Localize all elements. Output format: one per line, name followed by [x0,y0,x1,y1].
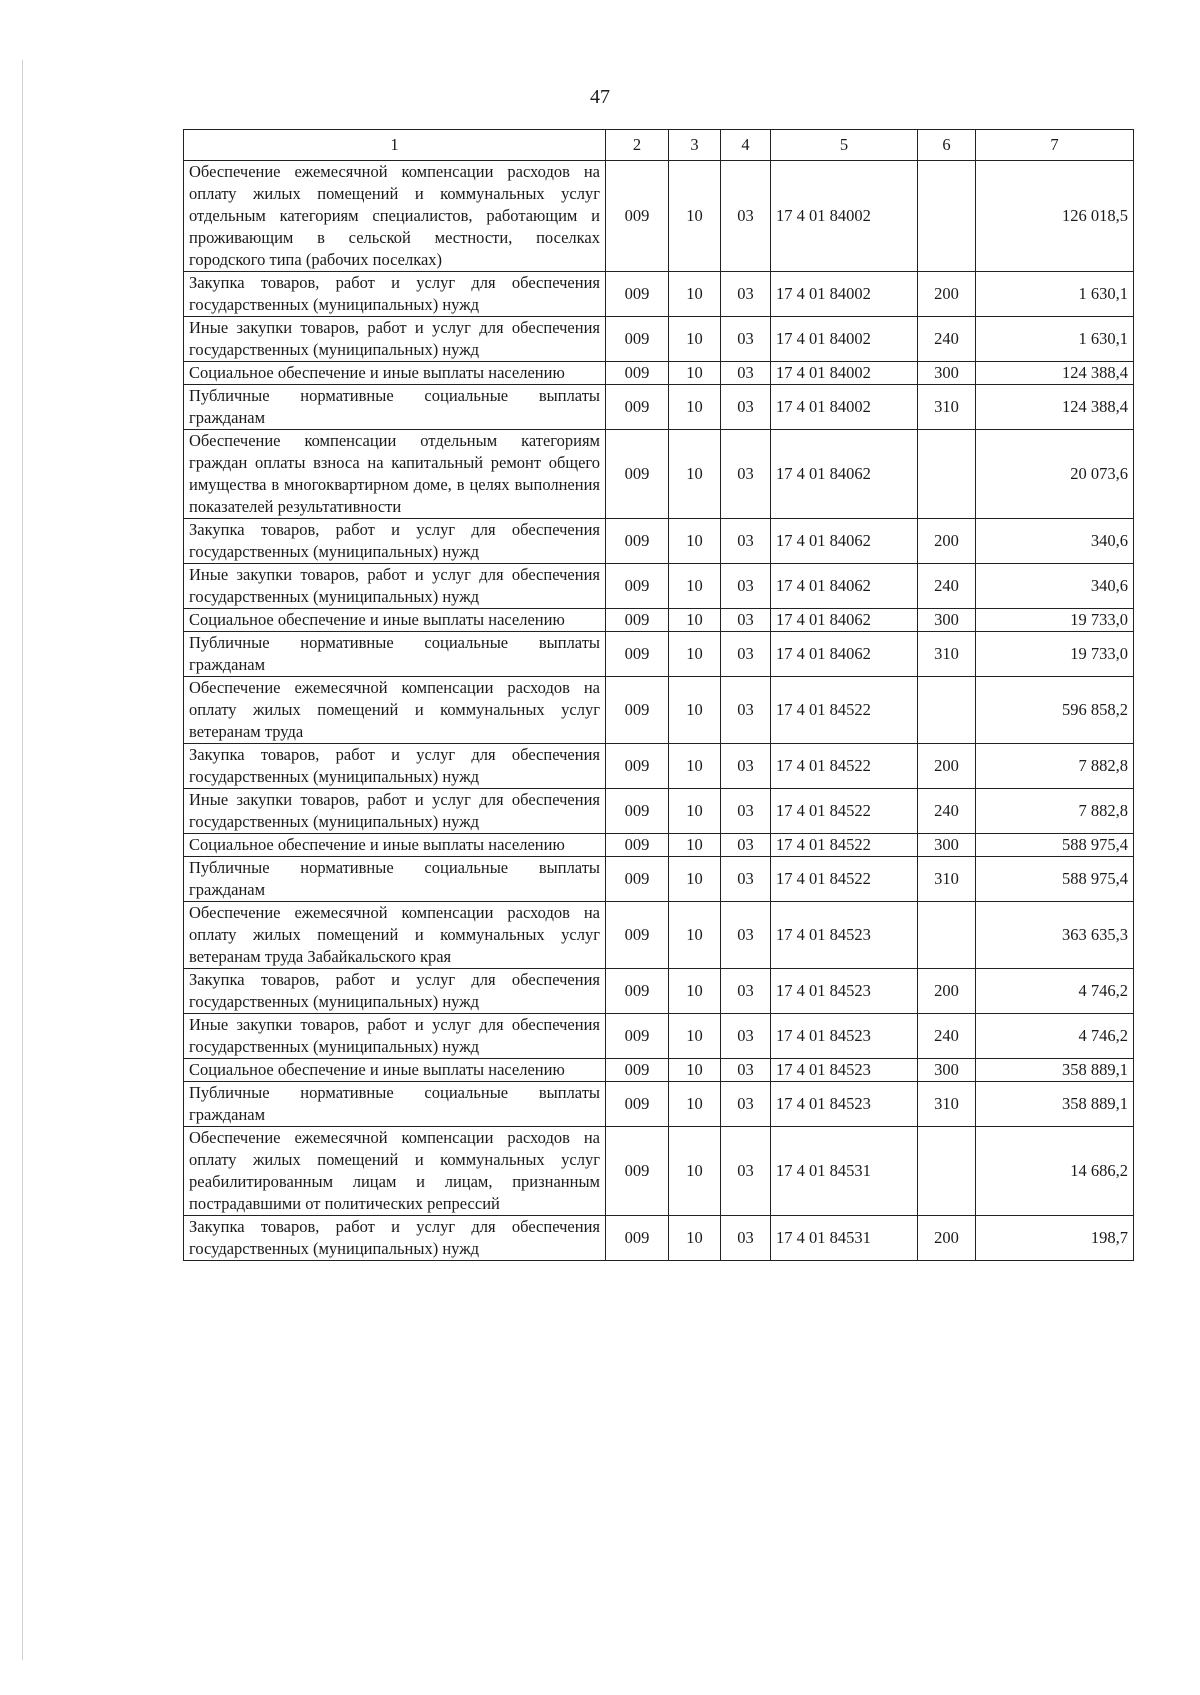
table-row [184,1014,1134,1059]
header-col-7: 7 [976,130,1134,161]
table-row [184,744,1134,789]
row-col-5: 17 4 01 84002 [771,362,918,385]
row-col-2: 009 [606,1014,669,1059]
row-col-2: 009 [606,902,669,969]
row-col-4: 03 [721,1127,771,1216]
table-row [184,609,1134,632]
row-col-7: 358 889,1 [976,1059,1134,1082]
row-col-3: 10 [669,677,721,744]
row-col-4: 03 [721,161,771,272]
row-description: Публичные нормативные социальные выплаты гражданам [184,1082,606,1127]
header-col-6: 6 [918,130,976,161]
row-col-2: 009 [606,317,669,362]
table-row [184,834,1134,857]
row-col-6: 200 [918,1216,976,1261]
row-col-3: 10 [669,519,721,564]
row-description: Иные закупки товаров, работ и услуг для обеспечения государственных (муниципальных) нужд [184,789,606,834]
header-col-2: 2 [606,130,669,161]
row-col-5: 17 4 01 84002 [771,272,918,317]
row-col-4: 03 [721,902,771,969]
table-row [184,1059,1134,1082]
row-col-5: 17 4 01 84523 [771,902,918,969]
row-col-3: 10 [669,564,721,609]
row-col-5: 17 4 01 84062 [771,632,918,677]
row-col-4: 03 [721,857,771,902]
table-row [184,519,1134,564]
row-col-5: 17 4 01 84002 [771,385,918,430]
row-description: Закупка товаров, работ и услуг для обеспечения государственных (муниципальных) нужд [184,272,606,317]
row-col-6: 240 [918,789,976,834]
row-col-2: 009 [606,161,669,272]
row-col-3: 10 [669,272,721,317]
header-col-4: 4 [721,130,771,161]
row-col-6: 310 [918,385,976,430]
row-col-7: 14 686,2 [976,1127,1134,1216]
row-col-6 [918,430,976,519]
table-row [184,902,1134,969]
row-col-4: 03 [721,519,771,564]
row-col-3: 10 [669,1127,721,1216]
row-col-5: 17 4 01 84522 [771,744,918,789]
row-col-2: 009 [606,677,669,744]
row-col-4: 03 [721,1216,771,1261]
row-col-2: 009 [606,1082,669,1127]
row-col-2: 009 [606,609,669,632]
row-description: Публичные нормативные социальные выплаты гражданам [184,385,606,430]
table-row [184,161,1134,272]
table-row [184,632,1134,677]
row-col-3: 10 [669,857,721,902]
table-row [184,430,1134,519]
row-col-4: 03 [721,1014,771,1059]
page-number: 47 [590,86,610,108]
row-col-7: 340,6 [976,519,1134,564]
row-description: Обеспечение компенсации отдельным категориям граждан оплаты взноса на капитальный ремонт общего имущества в многоквартирном доме, в целях выполнения показателей результативности [184,430,606,519]
row-col-5: 17 4 01 84531 [771,1127,918,1216]
row-description: Иные закупки товаров, работ и услуг для обеспечения государственных (муниципальных) нужд [184,317,606,362]
row-col-7: 363 635,3 [976,902,1134,969]
row-col-6: 300 [918,609,976,632]
row-col-3: 10 [669,161,721,272]
row-description: Иные закупки товаров, работ и услуг для обеспечения государственных (муниципальных) нужд [184,564,606,609]
header-col-5: 5 [771,130,918,161]
row-col-7: 7 882,8 [976,789,1134,834]
row-col-3: 10 [669,317,721,362]
row-col-6 [918,677,976,744]
row-col-4: 03 [721,317,771,362]
row-col-2: 009 [606,272,669,317]
row-col-3: 10 [669,1014,721,1059]
row-description: Закупка товаров, работ и услуг для обеспечения государственных (муниципальных) нужд [184,1216,606,1261]
row-col-7: 7 882,8 [976,744,1134,789]
row-col-3: 10 [669,362,721,385]
header-col-1: 1 [184,130,606,161]
row-col-7: 19 733,0 [976,632,1134,677]
row-col-7: 340,6 [976,564,1134,609]
row-col-6 [918,1127,976,1216]
row-col-5: 17 4 01 84062 [771,564,918,609]
row-col-7: 124 388,4 [976,385,1134,430]
row-col-4: 03 [721,789,771,834]
row-description: Социальное обеспечение и иные выплаты населению [184,1059,606,1082]
row-col-6: 240 [918,1014,976,1059]
row-col-6: 240 [918,564,976,609]
row-col-6: 310 [918,857,976,902]
row-col-5: 17 4 01 84523 [771,1082,918,1127]
row-col-7: 588 975,4 [976,857,1134,902]
row-col-3: 10 [669,789,721,834]
row-description: Обеспечение ежемесячной компенсации расходов на оплату жилых помещений и коммунальных услуг отдельным категориям специалистов, работающим и проживающим в сельской местности, поселках городского типа (рабочих поселках) [184,161,606,272]
row-col-7: 1 630,1 [976,317,1134,362]
table-row [184,362,1134,385]
row-col-6: 300 [918,834,976,857]
row-col-2: 009 [606,385,669,430]
row-col-5: 17 4 01 84522 [771,857,918,902]
row-col-3: 10 [669,1059,721,1082]
table-row [184,969,1134,1014]
row-col-6: 300 [918,362,976,385]
row-col-4: 03 [721,1059,771,1082]
row-col-3: 10 [669,609,721,632]
row-col-5: 17 4 01 84523 [771,1059,918,1082]
row-col-2: 009 [606,1127,669,1216]
row-col-6: 240 [918,317,976,362]
row-col-3: 10 [669,969,721,1014]
row-col-2: 009 [606,834,669,857]
row-col-7: 596 858,2 [976,677,1134,744]
row-col-2: 009 [606,1059,669,1082]
table-row [184,1216,1134,1261]
row-description: Обеспечение ежемесячной компенсации расходов на оплату жилых помещений и коммунальных услуг реабилитированным лицам и лицам, признанным пострадавшими от политических репрессий [184,1127,606,1216]
row-col-3: 10 [669,385,721,430]
table-row [184,1082,1134,1127]
row-col-2: 009 [606,362,669,385]
scan-margin-line [22,60,23,1660]
row-col-2: 009 [606,1216,669,1261]
row-col-3: 10 [669,744,721,789]
row-col-3: 10 [669,902,721,969]
row-col-6: 200 [918,519,976,564]
row-col-6: 200 [918,969,976,1014]
table-row [184,385,1134,430]
row-col-7: 4 746,2 [976,969,1134,1014]
row-description: Обеспечение ежемесячной компенсации расходов на оплату жилых помещений и коммунальных услуг ветеранам труда Забайкальского края [184,902,606,969]
row-col-2: 009 [606,744,669,789]
row-col-3: 10 [669,632,721,677]
row-col-3: 10 [669,1082,721,1127]
row-col-2: 009 [606,564,669,609]
row-col-4: 03 [721,834,771,857]
table-row [184,272,1134,317]
row-col-2: 009 [606,519,669,564]
row-col-4: 03 [721,969,771,1014]
row-description: Закупка товаров, работ и услуг для обеспечения государственных (муниципальных) нужд [184,969,606,1014]
table-row [184,789,1134,834]
header-row [184,130,1134,161]
row-description: Социальное обеспечение и иные выплаты населению [184,609,606,632]
row-col-4: 03 [721,430,771,519]
row-col-3: 10 [669,834,721,857]
row-col-4: 03 [721,564,771,609]
row-description: Иные закупки товаров, работ и услуг для обеспечения государственных (муниципальных) нужд [184,1014,606,1059]
row-col-5: 17 4 01 84522 [771,677,918,744]
row-col-4: 03 [721,272,771,317]
row-col-6 [918,161,976,272]
row-col-5: 17 4 01 84062 [771,430,918,519]
table-row [184,1127,1134,1216]
row-col-6: 200 [918,744,976,789]
row-col-5: 17 4 01 84523 [771,1014,918,1059]
row-col-7: 4 746,2 [976,1014,1134,1059]
row-col-7: 198,7 [976,1216,1134,1261]
row-description: Закупка товаров, работ и услуг для обеспечения государственных (муниципальных) нужд [184,744,606,789]
table-row [184,857,1134,902]
row-col-4: 03 [721,362,771,385]
row-col-7: 20 073,6 [976,430,1134,519]
row-col-5: 17 4 01 84062 [771,519,918,564]
header-col-3: 3 [669,130,721,161]
row-col-4: 03 [721,1082,771,1127]
row-description: Обеспечение ежемесячной компенсации расходов на оплату жилых помещений и коммунальных услуг ветеранам труда [184,677,606,744]
row-col-4: 03 [721,744,771,789]
budget-table [183,129,1134,1261]
row-col-6: 310 [918,632,976,677]
row-col-7: 588 975,4 [976,834,1134,857]
row-col-6: 310 [918,1082,976,1127]
row-col-6: 300 [918,1059,976,1082]
row-description: Публичные нормативные социальные выплаты гражданам [184,857,606,902]
row-col-2: 009 [606,857,669,902]
table-row [184,677,1134,744]
row-col-5: 17 4 01 84002 [771,161,918,272]
row-col-7: 358 889,1 [976,1082,1134,1127]
row-col-7: 126 018,5 [976,161,1134,272]
table-row [184,564,1134,609]
row-description: Публичные нормативные социальные выплаты гражданам [184,632,606,677]
row-col-5: 17 4 01 84531 [771,1216,918,1261]
row-col-5: 17 4 01 84002 [771,317,918,362]
row-description: Социальное обеспечение и иные выплаты населению [184,834,606,857]
row-col-2: 009 [606,632,669,677]
row-col-4: 03 [721,632,771,677]
row-col-6 [918,902,976,969]
table-row [184,317,1134,362]
row-col-2: 009 [606,789,669,834]
row-col-4: 03 [721,385,771,430]
row-col-6: 200 [918,272,976,317]
row-description: Социальное обеспечение и иные выплаты населению [184,362,606,385]
row-col-2: 009 [606,969,669,1014]
row-col-5: 17 4 01 84522 [771,834,918,857]
row-col-7: 1 630,1 [976,272,1134,317]
row-col-5: 17 4 01 84062 [771,609,918,632]
row-col-7: 124 388,4 [976,362,1134,385]
row-col-4: 03 [721,677,771,744]
row-col-5: 17 4 01 84523 [771,969,918,1014]
row-col-7: 19 733,0 [976,609,1134,632]
row-description: Закупка товаров, работ и услуг для обеспечения государственных (муниципальных) нужд [184,519,606,564]
row-col-4: 03 [721,609,771,632]
row-col-3: 10 [669,1216,721,1261]
row-col-3: 10 [669,430,721,519]
row-col-2: 009 [606,430,669,519]
row-col-5: 17 4 01 84522 [771,789,918,834]
